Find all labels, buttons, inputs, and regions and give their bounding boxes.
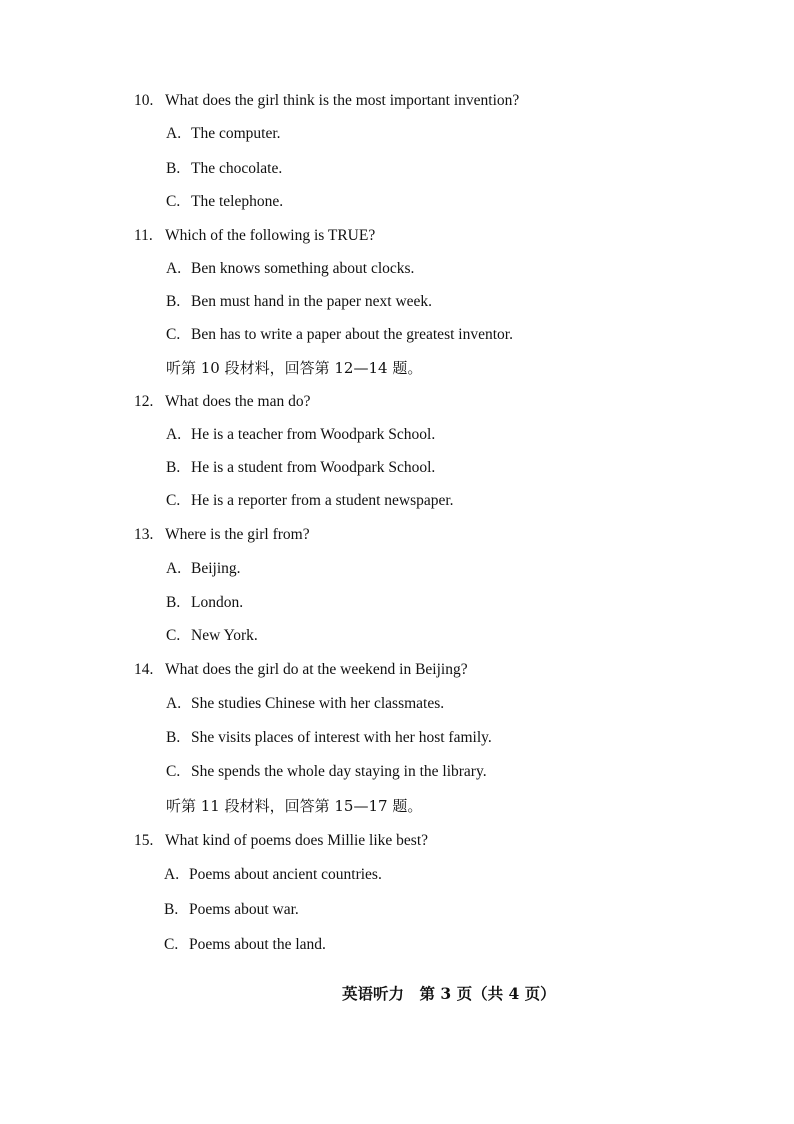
option-letter: A.	[166, 125, 182, 142]
option-letter: C.	[166, 492, 181, 509]
option-14-b	[166, 728, 492, 748]
option-text: He is a teacher from Woodpark School.	[191, 426, 436, 443]
option-letter: B.	[166, 160, 181, 177]
question-text: Which of the following is TRUE?	[165, 227, 376, 244]
option-text: The chocolate.	[191, 160, 283, 177]
question-number: 15.	[134, 832, 154, 849]
option-letter: C.	[166, 627, 181, 644]
question-13	[134, 525, 310, 545]
option-letter: C.	[166, 193, 181, 210]
option-letter: B.	[166, 729, 181, 746]
question-number: 13.	[134, 526, 154, 543]
option-15-b	[164, 900, 299, 920]
question-15	[134, 831, 428, 851]
question-text: What does the girl think is the most important invention?	[165, 92, 520, 109]
option-letter: A.	[164, 866, 180, 883]
option-12-a	[166, 425, 435, 445]
option-13-a	[166, 559, 241, 579]
option-13-c	[166, 626, 258, 646]
option-letter: B.	[166, 594, 181, 611]
option-15-a	[164, 865, 382, 885]
section-instruction: 听第 11 段材料，回答第 15—17 题。	[166, 797, 423, 815]
option-text: Poems about the land.	[189, 936, 326, 953]
option-letter: A.	[166, 260, 182, 277]
option-letter: B.	[166, 459, 181, 476]
question-text: What does the man do?	[165, 393, 311, 410]
option-11-a	[166, 259, 414, 279]
option-text: Poems about ancient countries.	[189, 866, 382, 883]
option-text: He is a student from Woodpark School.	[191, 459, 436, 476]
question-11	[134, 226, 375, 246]
option-letter: B.	[166, 293, 181, 310]
option-text: Beijing.	[191, 560, 241, 577]
option-12-b	[166, 458, 435, 478]
option-letter: C.	[166, 326, 181, 343]
option-letter: B.	[164, 901, 179, 918]
question-text: What kind of poems does Millie like best?	[165, 832, 429, 849]
question-14	[134, 660, 468, 680]
option-letter: A.	[166, 560, 182, 577]
option-10-b	[166, 159, 282, 179]
option-text: Ben must hand in the paper next week.	[191, 293, 433, 310]
option-text: Poems about war.	[189, 901, 299, 918]
question-10	[134, 91, 519, 111]
section-instruction: 听第 10 段材料，回答第 12—14 题。	[166, 359, 423, 377]
option-letter: C.	[164, 936, 179, 953]
option-15-c	[164, 935, 326, 955]
question-text: What does the girl do at the weekend in Beijing?	[165, 661, 468, 678]
option-12-c	[166, 491, 454, 511]
option-10-a	[166, 124, 281, 144]
question-number: 11.	[134, 227, 153, 244]
option-letter: A.	[166, 695, 182, 712]
option-letter: C.	[166, 763, 181, 780]
option-14-c	[166, 762, 487, 782]
option-text: Ben has to write a paper about the greatest inventor.	[191, 326, 513, 343]
option-text: He is a reporter from a student newspaper.	[191, 492, 454, 509]
option-14-a	[166, 694, 444, 714]
option-11-c	[166, 325, 513, 345]
option-text: The telephone.	[191, 193, 284, 210]
question-number: 10.	[134, 92, 154, 109]
option-text: The computer.	[191, 125, 281, 142]
option-text: She studies Chinese with her classmates.	[191, 695, 445, 712]
question-number: 14.	[134, 661, 154, 678]
option-text: London.	[191, 594, 244, 611]
option-text: New York.	[191, 627, 258, 644]
option-text: She spends the whole day staying in the library.	[191, 763, 487, 780]
option-11-b	[166, 292, 432, 312]
page-footer: 英语听力 第 3 页（共 4 页）	[342, 984, 556, 1003]
option-10-c	[166, 192, 283, 212]
question-number: 12.	[134, 393, 154, 410]
question-text: Where is the girl from?	[165, 526, 310, 543]
option-text: Ben knows something about clocks.	[191, 260, 415, 277]
question-12	[134, 392, 310, 412]
option-letter: A.	[166, 426, 182, 443]
option-text: She visits places of interest with her host family.	[191, 729, 492, 746]
option-13-b	[166, 593, 243, 613]
